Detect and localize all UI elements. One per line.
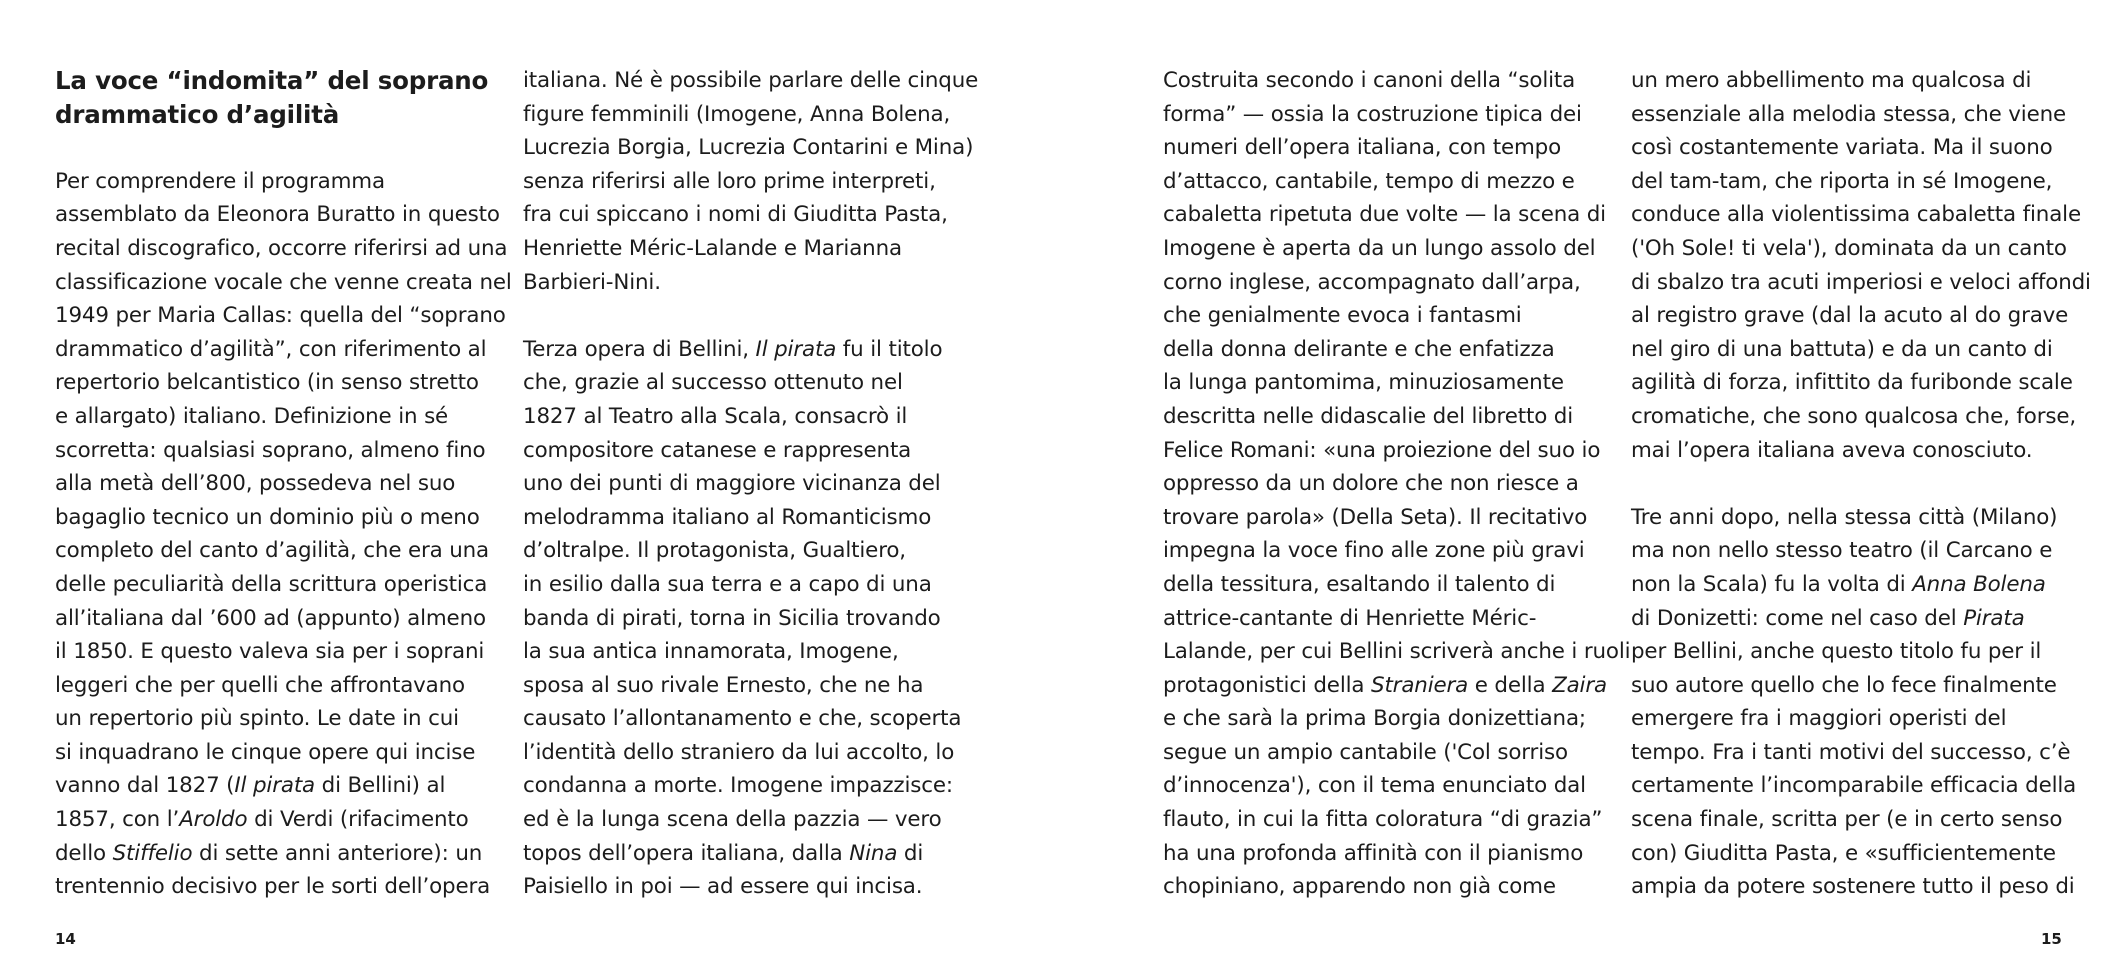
paragraph-gap <box>523 299 978 333</box>
text-run: Felice Romani: «una proiezione del suo io <box>1163 437 1601 463</box>
text-run: 1857, con l’ <box>55 807 180 833</box>
text-line <box>1163 602 1630 636</box>
text-run: conduce alla violentissima cabaletta finale <box>1631 202 2081 228</box>
text-line <box>1631 501 2091 535</box>
text-run: recital discografico, occorre riferirsi ad una <box>55 235 508 261</box>
text-run: fra cui spiccano i nomi di Giuditta Pasta, <box>523 202 948 228</box>
right-page-column-2 <box>1631 64 2091 904</box>
text-line <box>1163 669 1630 703</box>
text-run: flauto, in cui la fitta coloratura “di grazia” <box>1163 807 1603 833</box>
text-run: oppresso da un dolore che non riesce a <box>1163 471 1579 497</box>
text-line <box>55 266 512 300</box>
text-run: figure femminili (Imogene, Anna Bolena, <box>523 101 951 127</box>
text-line <box>1631 366 2091 400</box>
text-run: mai l’opera italiana aveva conosciuto. <box>1631 437 2033 463</box>
text-run: Costruita secondo i canoni della “solita <box>1163 68 1576 93</box>
text-run: numeri dell’opera italiana, con tempo <box>1163 135 1561 161</box>
text-line <box>523 669 978 703</box>
right-page-column-1 <box>1163 64 1630 904</box>
text-run: di Verdi (rifacimento <box>247 807 469 833</box>
italic-title: Aroldo <box>179 807 248 833</box>
text-run: Lalande, per cui Bellini scriverà anche i ruoli <box>1163 639 1631 665</box>
text-line <box>523 434 978 468</box>
text-run: così costantemente variata. Ma il suono <box>1631 135 2053 161</box>
paragraph-gap <box>1631 467 2091 501</box>
text-run: d’oltralpe. Il protagonista, Gualtiero, <box>523 538 906 564</box>
heading-line: La voce “indomita” del soprano <box>55 66 489 95</box>
text-run: in esilio dalla sua terra e a capo di una <box>523 571 932 597</box>
text-line <box>55 803 512 837</box>
text-run: tempo. Fra i tanti motivi del successo, c’è <box>1631 739 2071 765</box>
text-run: impegna la voce fino alle zone più gravi <box>1163 538 1585 564</box>
text-run: di Donizetti: come nel caso del <box>1631 605 1964 631</box>
text-run: si inquadrano le cinque opere qui incise <box>55 739 476 765</box>
text-line <box>1163 266 1630 300</box>
text-line <box>55 165 512 199</box>
text-run: essenziale alla melodia stessa, che viene <box>1631 101 2067 127</box>
text-run: italiana. Né è possibile parlare delle cinque <box>523 68 979 93</box>
text-line <box>523 501 978 535</box>
text-run: di <box>897 840 924 866</box>
paragraph <box>523 333 978 904</box>
text-run: suo autore quello che lo fece finalmente <box>1631 672 2057 698</box>
text-run: 1827 al Teatro alla Scala, consacrò il <box>523 403 908 429</box>
text-line <box>1631 870 2091 904</box>
text-run: e che sarà la prima Borgia donizettiana; <box>1163 706 1586 732</box>
text-line <box>1163 400 1630 434</box>
text-line <box>523 534 978 568</box>
text-run: descritta nelle didascalie del libretto di <box>1163 403 1574 429</box>
text-run: vanno dal 1827 ( <box>55 773 235 799</box>
text-run: Tre anni dopo, nella stessa città (Milano) <box>1631 504 2058 530</box>
text-line <box>523 165 978 199</box>
text-line <box>1163 803 1630 837</box>
text-line <box>523 131 978 165</box>
italic-title: Il pirata <box>755 336 837 362</box>
text-run: della donna delirante e che enfatizza <box>1163 336 1555 362</box>
text-line <box>1163 232 1630 266</box>
text-run: forma” — ossia la costruzione tipica dei <box>1163 101 1582 127</box>
text-line <box>1163 131 1630 165</box>
text-run: segue un ampio cantabile ('Col sorriso <box>1163 739 1568 765</box>
text-line <box>1163 198 1630 232</box>
text-line <box>1631 98 2091 132</box>
text-line <box>523 98 978 132</box>
text-line <box>523 232 978 266</box>
text-run: e della <box>1468 672 1553 698</box>
text-line <box>1163 534 1630 568</box>
text-line <box>55 669 512 703</box>
text-run: all’italiana dal ’600 ad (appunto) almeno <box>55 605 486 631</box>
text-run: Paisiello in poi — ad essere qui incisa. <box>523 874 923 900</box>
italic-title: Straniera <box>1371 672 1469 698</box>
text-run: trentennio decisivo per le sorti dell’opera <box>55 874 491 900</box>
text-line <box>1631 232 2091 266</box>
text-line <box>523 333 978 367</box>
text-run: al registro grave (dal la acuto al do grave <box>1631 303 2069 329</box>
text-line <box>1631 333 2091 367</box>
text-line <box>55 333 512 367</box>
text-line <box>55 366 512 400</box>
text-line <box>523 198 978 232</box>
text-run: non la Scala) fu la volta di <box>1631 571 1913 597</box>
italic-title: Zaira <box>1552 672 1607 698</box>
text-line <box>55 299 512 333</box>
text-run: la lunga pantomima, minuziosamente <box>1163 370 1564 396</box>
text-line <box>1163 333 1630 367</box>
text-line <box>523 568 978 602</box>
text-run: Per comprendere il programma <box>55 168 385 194</box>
text-run: corno inglese, accompagnato dall’arpa, <box>1163 269 1581 295</box>
text-run: e allargato) italiano. Definizione in sé <box>55 403 449 429</box>
text-run: banda di pirati, torna in Sicilia trovando <box>523 605 941 631</box>
text-run: leggeri che per quelli che affrontavano <box>55 672 465 698</box>
text-run: dello <box>55 840 113 866</box>
text-run: uno dei punti di maggiore vicinanza del <box>523 471 941 497</box>
text-line <box>523 702 978 736</box>
text-line <box>1631 669 2091 703</box>
text-line <box>55 870 512 904</box>
text-run: ampia da potere sostenere tutto il peso di <box>1631 874 2075 900</box>
text-run: bagaglio tecnico un dominio più o meno <box>55 504 480 530</box>
text-run: 1949 per Maria Callas: quella del “soprano <box>55 303 506 329</box>
italic-title: Il pirata <box>234 773 316 799</box>
text-run: senza riferirsi alle loro prime interpreti, <box>523 168 936 194</box>
text-run: d’attacco, cantabile, tempo di mezzo e <box>1163 168 1575 194</box>
text-line <box>523 266 978 300</box>
text-line <box>55 232 512 266</box>
text-line <box>1163 870 1630 904</box>
text-line <box>55 568 512 602</box>
text-line <box>55 400 512 434</box>
text-line <box>1163 165 1630 199</box>
text-line <box>55 702 512 736</box>
text-line <box>1163 64 1630 98</box>
text-run: melodramma italiano al Romanticismo <box>523 504 932 530</box>
text-line <box>1631 803 2091 837</box>
text-line <box>55 837 512 871</box>
text-line <box>523 736 978 770</box>
text-run: certamente l’incomparabile efficacia della <box>1631 773 2077 799</box>
paragraph-gap <box>55 131 512 165</box>
text-run: alla metà dell’800, possedeva nel suo <box>55 471 456 497</box>
italic-title: Anna Bolena <box>1912 571 2046 597</box>
text-line <box>1163 837 1630 871</box>
text-line <box>1163 568 1630 602</box>
italic-title: Pirata <box>1963 605 2025 631</box>
text-line <box>55 467 512 501</box>
text-line <box>55 501 512 535</box>
text-run: classificazione vocale che venne creata nel <box>55 269 512 295</box>
text-line <box>1631 266 2091 300</box>
text-run: emergere fra i maggiori operisti del <box>1631 706 2007 732</box>
heading-line: drammatico d’agilità <box>55 99 340 129</box>
text-run: del tam-tam, che riporta in sé Imogene, <box>1631 168 2053 194</box>
text-run: nel giro di una battuta) e da un canto di <box>1631 336 2053 362</box>
text-line <box>1163 702 1630 736</box>
text-line <box>1163 467 1630 501</box>
italic-title: Nina <box>849 840 898 866</box>
text-line <box>523 602 978 636</box>
paragraph <box>55 165 512 904</box>
text-run: scorretta: qualsiasi soprano, almeno fino <box>55 437 486 463</box>
text-run: ha una profonda affinità con il pianismo <box>1163 840 1584 866</box>
text-run: un repertorio più spinto. Le date in cui <box>55 706 459 732</box>
text-line <box>523 635 978 669</box>
left-page-column-1 <box>55 64 512 904</box>
section-heading <box>55 64 512 131</box>
text-run: protagonistici della <box>1163 672 1372 698</box>
text-run: causato l’allontanamento e che, scoperta <box>523 706 962 732</box>
text-run: delle peculiarità della scrittura operistica <box>55 571 488 597</box>
text-line <box>1163 366 1630 400</box>
text-run: Henriette Méric-Lalande e Marianna <box>523 235 902 261</box>
left-page-column-2 <box>523 64 978 904</box>
text-line <box>1631 434 2091 468</box>
text-line <box>1631 299 2091 333</box>
text-run: che genialmente evoca i fantasmi <box>1163 303 1522 329</box>
text-run: compositore catanese e rappresenta <box>523 437 912 463</box>
page-number-right: 15 <box>2041 930 2062 948</box>
text-run: la sua antica innamorata, Imogene, <box>523 639 899 665</box>
text-run: trovare parola» (Della Seta). Il recitativo <box>1163 504 1588 530</box>
text-run: d’innocenza'), con il tema enunciato dal <box>1163 773 1586 799</box>
text-line <box>1631 64 2091 98</box>
text-line <box>55 769 512 803</box>
text-run: ed è la lunga scena della pazzia — vero <box>523 807 942 833</box>
text-run: ('Oh Sole! ti vela'), dominata da un canto <box>1631 235 2067 261</box>
text-run: con) Giuditta Pasta, e «sufficientemente <box>1631 840 2056 866</box>
text-line <box>1631 165 2091 199</box>
text-line <box>1163 635 1630 669</box>
text-line <box>1631 568 2091 602</box>
text-run: della tessitura, esaltando il talento di <box>1163 571 1556 597</box>
text-line <box>1163 501 1630 535</box>
text-run: Lucrezia Borgia, Lucrezia Contarini e Mina) <box>523 135 974 161</box>
text-run: Imogene è aperta da un lungo assolo del <box>1163 235 1596 261</box>
text-line <box>523 769 978 803</box>
text-run: di sbalzo tra acuti imperiosi e veloci affondi <box>1631 269 2091 295</box>
text-line <box>1631 702 2091 736</box>
text-line <box>55 198 512 232</box>
text-run: chopiniano, apparendo non già come <box>1163 874 1556 900</box>
text-line <box>55 602 512 636</box>
text-line <box>55 635 512 669</box>
text-line <box>1163 736 1630 770</box>
text-run: Terza opera di Bellini, <box>523 336 756 362</box>
text-run: topos dell’opera italiana, dalla <box>523 840 850 866</box>
text-line <box>523 366 978 400</box>
text-line <box>523 837 978 871</box>
paragraph <box>1163 64 1630 904</box>
text-run: ma non nello stesso teatro (il Carcano e <box>1631 538 2053 564</box>
text-line <box>1631 602 2091 636</box>
text-line <box>1631 131 2091 165</box>
text-run: di sette anni anteriore): un <box>192 840 483 866</box>
text-run: sposa al suo rivale Ernesto, che ne ha <box>523 672 924 698</box>
text-line <box>55 736 512 770</box>
text-line <box>523 803 978 837</box>
text-line <box>523 870 978 904</box>
text-line <box>55 534 512 568</box>
text-run: condanna a morte. Imogene impazzisce: <box>523 773 953 799</box>
text-line <box>1163 769 1630 803</box>
text-run: completo del canto d’agilità, che era una <box>55 538 490 564</box>
text-run: cromatiche, che sono qualcosa che, forse, <box>1631 403 2077 429</box>
text-line <box>1163 98 1630 132</box>
text-line <box>1631 635 2091 669</box>
text-line <box>523 64 978 98</box>
paragraph <box>1631 501 2091 904</box>
text-run: agilità di forza, infittito da furibonde scale <box>1631 370 2073 396</box>
text-line <box>1631 534 2091 568</box>
paragraph <box>523 64 978 299</box>
text-line <box>1631 769 2091 803</box>
text-run: di Bellini) al <box>315 773 446 799</box>
text-run: drammatico d’agilità”, con riferimento al <box>55 336 487 362</box>
text-line <box>1631 400 2091 434</box>
text-run: attrice-cantante di Henriette Méric- <box>1163 605 1537 631</box>
italic-title: Stiffelio <box>112 840 193 866</box>
text-run: scena finale, scritta per (e in certo senso <box>1631 807 2063 833</box>
text-run: che, grazie al successo ottenuto nel <box>523 370 903 396</box>
text-line <box>1631 837 2091 871</box>
text-line <box>1631 198 2091 232</box>
page-number-left: 14 <box>55 930 76 948</box>
text-run: repertorio belcantistico (in senso stretto <box>55 370 479 396</box>
paragraph <box>1631 64 2091 467</box>
text-run: assemblato da Eleonora Buratto in questo <box>55 202 500 228</box>
text-line <box>55 434 512 468</box>
text-line <box>1163 434 1630 468</box>
text-run: Barbieri-Nini. <box>523 269 661 295</box>
text-line <box>523 467 978 501</box>
text-run: per Bellini, anche questo titolo fu per il <box>1631 639 2042 665</box>
text-line <box>523 400 978 434</box>
text-run: il 1850. E questo valeva sia per i soprani <box>55 639 485 665</box>
text-run: fu il titolo <box>836 336 943 362</box>
text-run: l’identità dello straniero da lui accolto, lo <box>523 739 955 765</box>
text-run: un mero abbellimento ma qualcosa di <box>1631 68 2032 93</box>
text-line <box>1163 299 1630 333</box>
text-line <box>1631 736 2091 770</box>
text-run: cabaletta ripetuta due volte — la scena di <box>1163 202 1606 228</box>
